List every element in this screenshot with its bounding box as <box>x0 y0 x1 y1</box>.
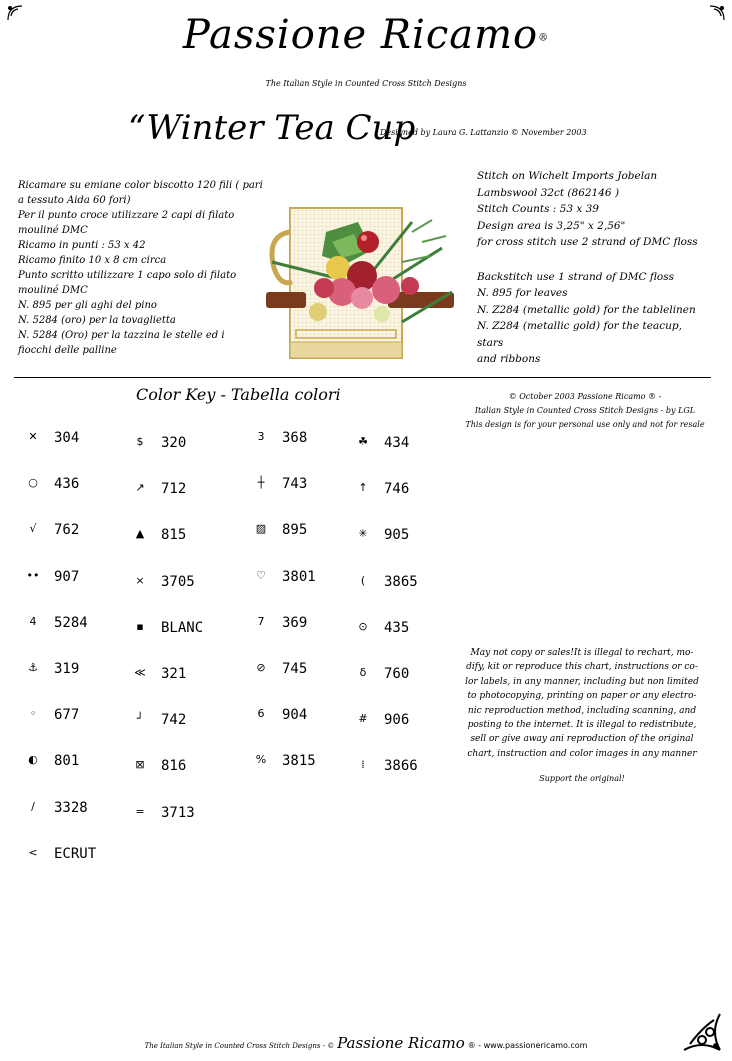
dmc-color-code: ECRUT <box>54 845 97 862</box>
dmc-color-code: 801 <box>54 753 80 770</box>
stitch-symbol-icon: ( <box>360 573 366 587</box>
color-key-entry <box>356 666 466 686</box>
dmc-color-code: 3328 <box>54 799 88 816</box>
color-key-entry <box>26 569 136 589</box>
color-key-entry <box>356 435 466 455</box>
dmc-color-code: 3866 <box>384 758 418 775</box>
note-line: Backstitch use 1 strand of DMC floss <box>477 270 675 283</box>
italian-instructions <box>18 178 280 358</box>
dmc-color-code: 3865 <box>384 573 418 590</box>
brand-tagline: The Italian Style in Counted Cross Stitch Designs <box>265 79 467 88</box>
color-key-entry <box>26 846 136 866</box>
note-line: for cross stitch use 2 strand of DMC floss <box>477 236 698 248</box>
note-line: Per il punto croce utilizzare 2 capi di filato <box>18 210 235 221</box>
dmc-color-code: 904 <box>282 707 308 724</box>
stitch-symbol-icon: •• <box>26 568 40 582</box>
stitch-symbol-icon: ┘ <box>136 712 144 726</box>
stitch-symbol-icon: √ <box>29 522 37 536</box>
color-key-entry <box>26 707 136 727</box>
note-line: fiocchi delle palline <box>18 345 117 356</box>
note-line: a tessuto Aida 60 fori) <box>18 195 131 206</box>
legal-line: sell or give away ani reproduction of the original <box>470 734 694 745</box>
legal-line: nic reproduction method, including scanning, and <box>467 705 697 716</box>
color-key-entry <box>133 435 243 455</box>
dmc-color-code: 321 <box>161 666 187 682</box>
stitch-symbol-icon: ✳ <box>358 527 368 541</box>
dmc-color-code: 677 <box>54 707 80 724</box>
stitch-symbol-icon: % <box>255 753 267 767</box>
color-key-entry <box>26 753 136 773</box>
color-key-entry <box>254 661 364 681</box>
stitch-symbol-icon: = <box>135 804 145 818</box>
stitch-symbol-icon: ≪ <box>134 666 146 679</box>
page-footer <box>0 1034 732 1052</box>
copyright-line: Italian Style in Counted Cross Stitch Designs - by LGL <box>474 406 696 415</box>
stitch-symbol-icon: ▨ <box>255 522 267 536</box>
stitch-symbol-icon: / <box>31 799 35 813</box>
color-key-title: Color Key - Tabella colori <box>136 385 341 404</box>
dmc-color-code: 762 <box>54 522 80 539</box>
stitch-symbol-icon: $ <box>136 435 144 448</box>
copyright-notice <box>456 390 714 432</box>
note-line: N. 5284 (Oro) per la tazzina le stelle ed i <box>18 330 225 341</box>
stitch-symbol-icon: ☘ <box>358 435 368 448</box>
design-title: “Winter Tea Cup <box>128 108 416 148</box>
stitch-symbol-icon: < <box>28 845 38 859</box>
color-key-entry <box>133 620 243 640</box>
dmc-color-code: 320 <box>161 435 187 451</box>
stitch-symbol-icon: ┼ <box>257 476 265 490</box>
legal-notice <box>454 646 710 761</box>
color-key-entry <box>356 574 466 594</box>
color-key-entry <box>254 753 364 773</box>
dmc-color-code: 760 <box>384 666 410 682</box>
note-line: mouliné DMC <box>18 285 88 296</box>
note-line: Ricamo in punti : 53 x 42 <box>18 240 146 251</box>
color-key-entry <box>356 620 466 640</box>
stitch-symbol-icon: × <box>135 573 145 587</box>
stitch-symbol-icon: ◦ <box>29 707 37 721</box>
dmc-color-code: 435 <box>384 619 410 636</box>
note-line: Stitch on Wichelt Imports Jobelan <box>477 170 658 182</box>
color-key-entry <box>133 758 243 778</box>
stitch-symbol-icon: ⊙ <box>358 619 368 633</box>
dmc-color-code: 905 <box>384 527 410 544</box>
color-key-entry <box>133 481 243 501</box>
note-line: Stitch Counts : 53 x 39 <box>477 203 599 215</box>
note-line: Ricamare su emiane color biscotto 120 fili ( pari <box>18 180 263 191</box>
copyright-line: This design is for your personal use only and not for resale <box>465 420 705 429</box>
dmc-color-code: 368 <box>282 430 308 446</box>
color-key-entry <box>254 615 364 635</box>
color-key-entry <box>26 615 136 635</box>
stitch-symbol-icon: 3 <box>257 430 265 443</box>
legal-line: lor labels, in any manner, including but non limited <box>465 676 699 687</box>
english-instructions <box>477 168 710 368</box>
dmc-color-code: 746 <box>384 481 410 498</box>
stitch-symbol-icon: ↗ <box>135 481 145 495</box>
brand-logo: Passione Ricamo® <box>182 12 550 58</box>
stitch-symbol-icon: ↑ <box>358 481 368 495</box>
color-key-entry <box>133 574 243 594</box>
footer-url: ® - www.passionericamo.com <box>467 1041 588 1050</box>
dmc-color-code: 906 <box>384 712 410 729</box>
note-line: N. 5284 (oro) per la tovaglietta <box>18 315 176 326</box>
dmc-color-code: 5284 <box>54 614 88 631</box>
dmc-color-code: 369 <box>282 614 308 631</box>
color-key-entry <box>254 430 364 450</box>
dmc-color-code: 742 <box>161 712 187 729</box>
stitch-symbol-icon: 7 <box>257 614 265 628</box>
note-line: N. Z284 (metallic gold) for the tablelinen <box>477 303 696 316</box>
stitch-symbol-icon: 4 <box>29 614 37 628</box>
note-line: Ricamo finito 10 x 8 cm circa <box>18 255 167 266</box>
color-key-entry <box>26 800 136 820</box>
legal-line: dify, kit or reproduce this chart, instructions or co- <box>466 662 698 673</box>
color-key-entry <box>254 707 364 727</box>
color-key-entry <box>133 805 243 825</box>
stitch-symbol-icon: ⊠ <box>135 758 145 772</box>
dmc-color-code: BLANC <box>161 619 204 636</box>
stitch-symbol-icon: ⁞ <box>361 758 365 772</box>
support-message: Support the original! <box>539 774 625 783</box>
dmc-color-code: 3815 <box>282 753 316 770</box>
note-line: N. 895 for leaves <box>477 287 568 299</box>
stitch-symbol-icon: ▲ <box>135 527 145 541</box>
legal-line: to photocopying, printing on paper or any electro- <box>467 691 697 702</box>
dmc-color-code: 319 <box>54 661 80 677</box>
dmc-color-code: 436 <box>54 476 80 493</box>
note-line: Design area is 3,25" x 2,56" <box>477 219 626 232</box>
footer-brand: Passione Ricamo <box>337 1034 465 1052</box>
color-key-entry <box>133 666 243 686</box>
dmc-color-code: 3801 <box>282 568 316 585</box>
note-line: Punto scritto utilizzare 1 capo solo di filato <box>18 270 237 281</box>
note-line: and ribbons <box>477 353 541 365</box>
stitch-symbol-icon: ⊘ <box>256 661 266 674</box>
stitch-symbol-icon: ♡ <box>256 568 266 582</box>
color-key-entry <box>254 476 364 496</box>
color-key-entry <box>133 712 243 732</box>
color-key-entry <box>254 522 364 542</box>
color-key-entry <box>26 661 136 681</box>
color-key-entry <box>26 522 136 542</box>
color-key-entry <box>26 476 136 496</box>
color-key-entry <box>356 481 466 501</box>
designer-credit: Designed by Laura G. Lattanzio © November 2003 <box>380 128 587 137</box>
legal-line: May not copy or sales!It is illegal to rechart, mo- <box>470 648 694 658</box>
dmc-color-code: 816 <box>161 758 187 775</box>
stitch-symbol-icon: ✕ <box>28 430 38 443</box>
legal-line: chart, instruction and color images in any manner <box>467 748 697 759</box>
note-line: Lambswool 32ct (862146 ) <box>477 186 620 199</box>
color-key-entry <box>26 430 136 450</box>
dmc-color-code: 743 <box>282 476 308 493</box>
legal-line: posting to the internet. It is illegal to redistribute, <box>467 720 697 731</box>
color-key-entry <box>356 758 466 778</box>
stitch-symbol-icon: ○ <box>28 476 38 490</box>
stitch-symbol-icon: # <box>358 712 368 726</box>
dmc-color-code: 712 <box>161 481 187 498</box>
dmc-color-code: 815 <box>161 527 187 544</box>
color-key-entry <box>133 527 243 547</box>
dmc-color-code: 745 <box>282 661 308 677</box>
dmc-color-code: 3713 <box>161 804 195 821</box>
color-key-entry <box>356 527 466 547</box>
stitch-symbol-icon: ◐ <box>28 753 38 767</box>
copyright-line: © October 2003 Passione Ricamo ® - <box>508 392 662 401</box>
dmc-color-code: 895 <box>282 522 308 539</box>
note-line: mouliné DMC <box>18 225 88 236</box>
color-key-entry <box>254 569 364 589</box>
stitch-symbol-icon: ▪ <box>136 619 144 633</box>
dmc-color-code: 3705 <box>161 573 195 590</box>
note-line: N. 895 per gli aghi del pino <box>18 300 157 311</box>
dmc-color-code: 907 <box>54 568 80 585</box>
footer-tagline: The Italian Style in Counted Cross Stitch Designs - © <box>144 1042 335 1050</box>
teacup-design-preview <box>262 202 462 372</box>
note-line: N. Z284 (metallic gold) for the teacup, stars <box>477 320 682 349</box>
stitch-symbol-icon: δ <box>359 666 367 679</box>
stitch-symbol-icon: 6 <box>257 707 265 721</box>
dmc-color-code: 304 <box>54 430 80 446</box>
color-key-entry <box>356 712 466 732</box>
section-divider <box>14 377 711 378</box>
dmc-color-code: 434 <box>384 435 410 451</box>
stitch-symbol-icon: ⚓ <box>28 661 38 674</box>
